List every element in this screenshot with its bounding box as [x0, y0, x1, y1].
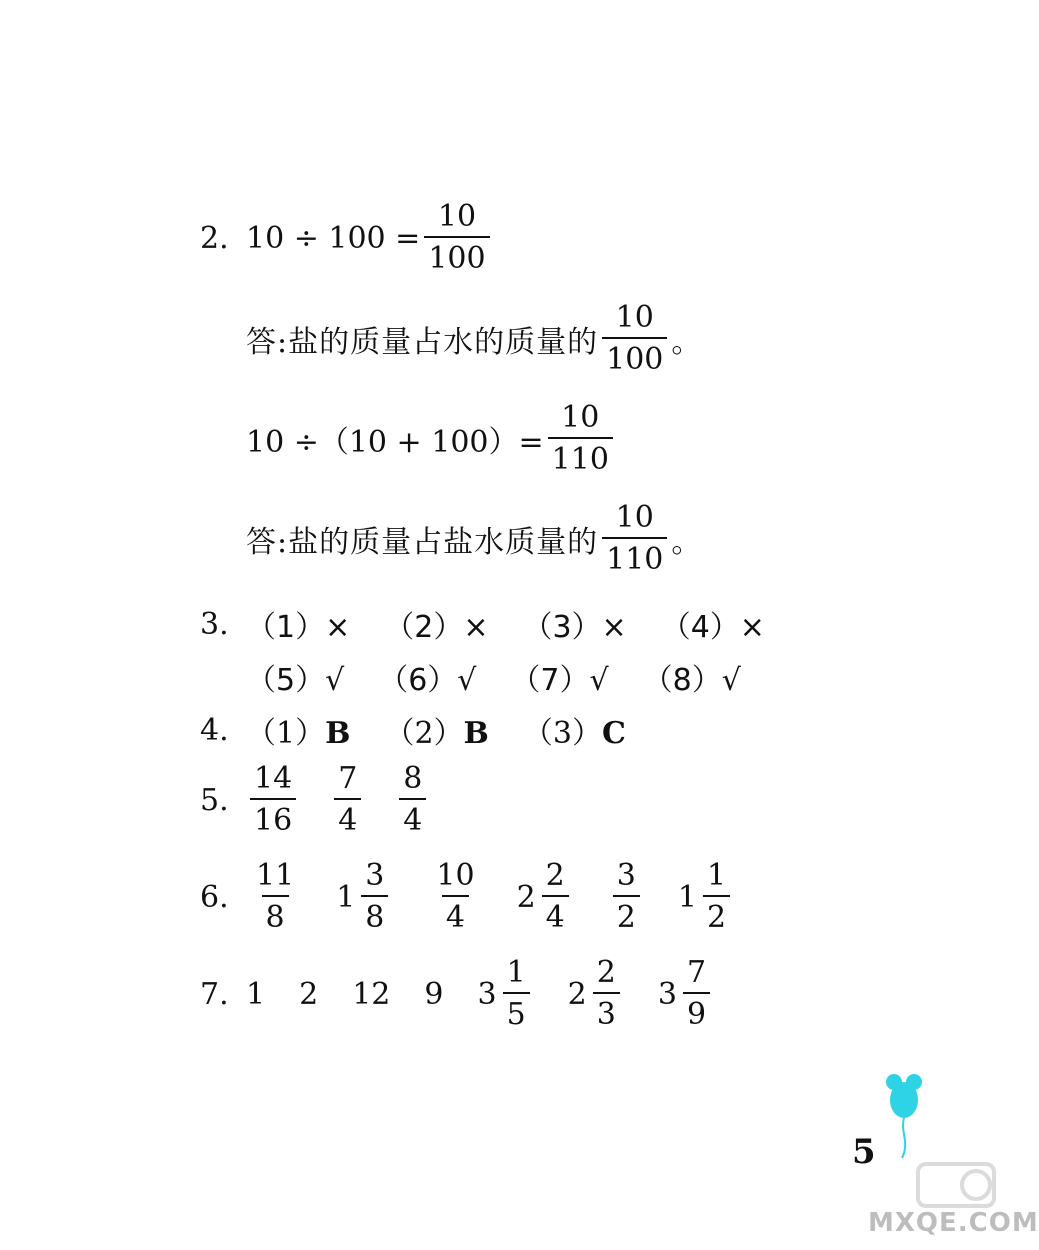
q2-eq2-fraction [548, 400, 613, 477]
q2-equation-2 [246, 400, 617, 477]
q2-answer-2 [246, 500, 702, 577]
q4-row [200, 708, 660, 752]
fraction [593, 955, 620, 1032]
denominator: 8 [361, 895, 388, 933]
q3-item-8: （8）√ [642, 663, 741, 698]
numerator: 10 [615, 300, 654, 335]
q7-integer-1: 1 [246, 976, 266, 1012]
q3-item-5: （5）√ [246, 663, 345, 698]
q7-row [200, 955, 748, 1032]
q5-fraction-3 [399, 761, 426, 838]
q4-number: 4. [200, 712, 229, 748]
q2-eq1-fraction [424, 199, 489, 276]
q4-item-1-answer: B [325, 716, 351, 751]
q2-eq1-lhs: 10 ÷ 100 = [246, 220, 421, 256]
q2-number: 2. [200, 220, 229, 256]
numerator: 11 [256, 858, 295, 893]
q5-fraction-1 [250, 761, 296, 838]
whole-part: 3 [657, 976, 677, 1012]
watermark-text: MXQE.COM [868, 1208, 1039, 1238]
numerator: 10 [615, 500, 654, 535]
q6-item-2 [336, 858, 392, 935]
fraction [703, 858, 730, 935]
numerator: 10 [437, 199, 477, 234]
numerator: 14 [254, 761, 293, 796]
numerator: 3 [365, 858, 385, 893]
fraction [361, 858, 388, 935]
watermark-logo-icon [916, 1160, 996, 1210]
whole-part: 2 [516, 879, 536, 915]
q7-integer-3: 12 [352, 976, 391, 1012]
q7-integer-2: 2 [299, 976, 319, 1012]
q7-number: 7. [200, 976, 229, 1012]
q6-row [200, 858, 768, 935]
whole-part: 2 [567, 976, 587, 1012]
numerator: 10 [436, 858, 475, 893]
q2-ans2-text: 答:盐的质量占盐水质量的 [246, 525, 599, 560]
q5-number: 5. [200, 782, 229, 818]
q3-row-2 [246, 655, 775, 699]
whole-part: 1 [336, 879, 356, 915]
numerator: 1 [506, 955, 526, 990]
q4-item-2-label: （2） [384, 716, 464, 751]
numerator: 2 [596, 955, 616, 990]
denominator: 2 [613, 895, 640, 933]
fraction [613, 858, 640, 935]
denominator: 100 [602, 337, 667, 375]
numerator: 1 [706, 858, 727, 893]
whole-part: 3 [477, 976, 497, 1012]
denominator: 2 [703, 895, 730, 933]
page-number: 5 [852, 1132, 876, 1172]
q4-item-1-label: （1） [246, 716, 326, 751]
denominator: 4 [542, 895, 569, 933]
fraction [542, 858, 569, 935]
denominator: 4 [334, 798, 361, 836]
q6-item-6 [677, 858, 734, 935]
q2-ans1-end: 。 [671, 325, 702, 360]
q4-item-2-answer: B [463, 716, 489, 751]
denominator: 8 [262, 895, 289, 933]
denominator: 16 [250, 798, 296, 836]
denominator: 4 [442, 895, 469, 933]
q2-ans2-fraction [602, 500, 667, 577]
fraction [503, 955, 530, 1032]
cyan-mouse-icon [880, 1070, 930, 1170]
numerator: 7 [338, 761, 358, 796]
numerator: 10 [561, 400, 600, 435]
q3-row-1 [200, 602, 799, 646]
q6-item-5 [607, 858, 644, 935]
fraction [252, 858, 298, 935]
q2-ans2-end: 。 [671, 525, 702, 560]
q3-item-7: （7）√ [510, 663, 609, 698]
numerator: 7 [686, 955, 707, 990]
q4-item-2 [384, 708, 488, 752]
denominator: 4 [399, 798, 426, 836]
q2-ans1-fraction [602, 300, 667, 377]
denominator: 110 [602, 537, 667, 575]
q6-item-4 [516, 858, 573, 935]
q2-answer-1 [246, 300, 702, 377]
q3-item-3: （3）× [522, 610, 627, 645]
denominator: 3 [593, 992, 620, 1030]
denominator: 110 [548, 437, 613, 475]
q7-integer-4: 9 [424, 976, 444, 1012]
q4-item-3-label: （3） [522, 716, 602, 751]
q6-number: 6. [200, 879, 229, 915]
q2-ans1-text: 答:盐的质量占水的质量的 [246, 325, 599, 360]
q6-item-3 [426, 858, 482, 935]
fraction [432, 858, 478, 935]
q3-item-1: （1）× [246, 610, 351, 645]
q4-item-1 [246, 708, 350, 752]
numerator: 8 [403, 761, 423, 796]
numerator: 3 [616, 858, 636, 893]
numerator: 2 [545, 858, 565, 893]
q2-equation-1 [200, 199, 494, 276]
q7-mixed-2 [567, 955, 624, 1032]
fraction [683, 955, 710, 1032]
q4-item-3-answer: C [602, 716, 626, 751]
q3-item-6: （6）√ [378, 663, 477, 698]
denominator: 100 [424, 236, 489, 274]
q3-number: 3. [200, 606, 229, 642]
q6-item-1 [246, 858, 302, 935]
denominator: 9 [683, 992, 710, 1030]
q3-item-2: （2）× [384, 610, 489, 645]
q7-mixed-3 [657, 955, 714, 1032]
q7-mixed-1 [477, 955, 533, 1032]
q3-item-4: （4）× [660, 610, 765, 645]
q5-fraction-2 [334, 761, 361, 838]
q5-row [200, 761, 460, 838]
whole-part: 1 [677, 879, 697, 915]
q2-eq2-lhs: 10 ÷（10 + 100）= [246, 425, 544, 460]
q4-item-3 [523, 708, 626, 752]
denominator: 5 [503, 992, 530, 1030]
